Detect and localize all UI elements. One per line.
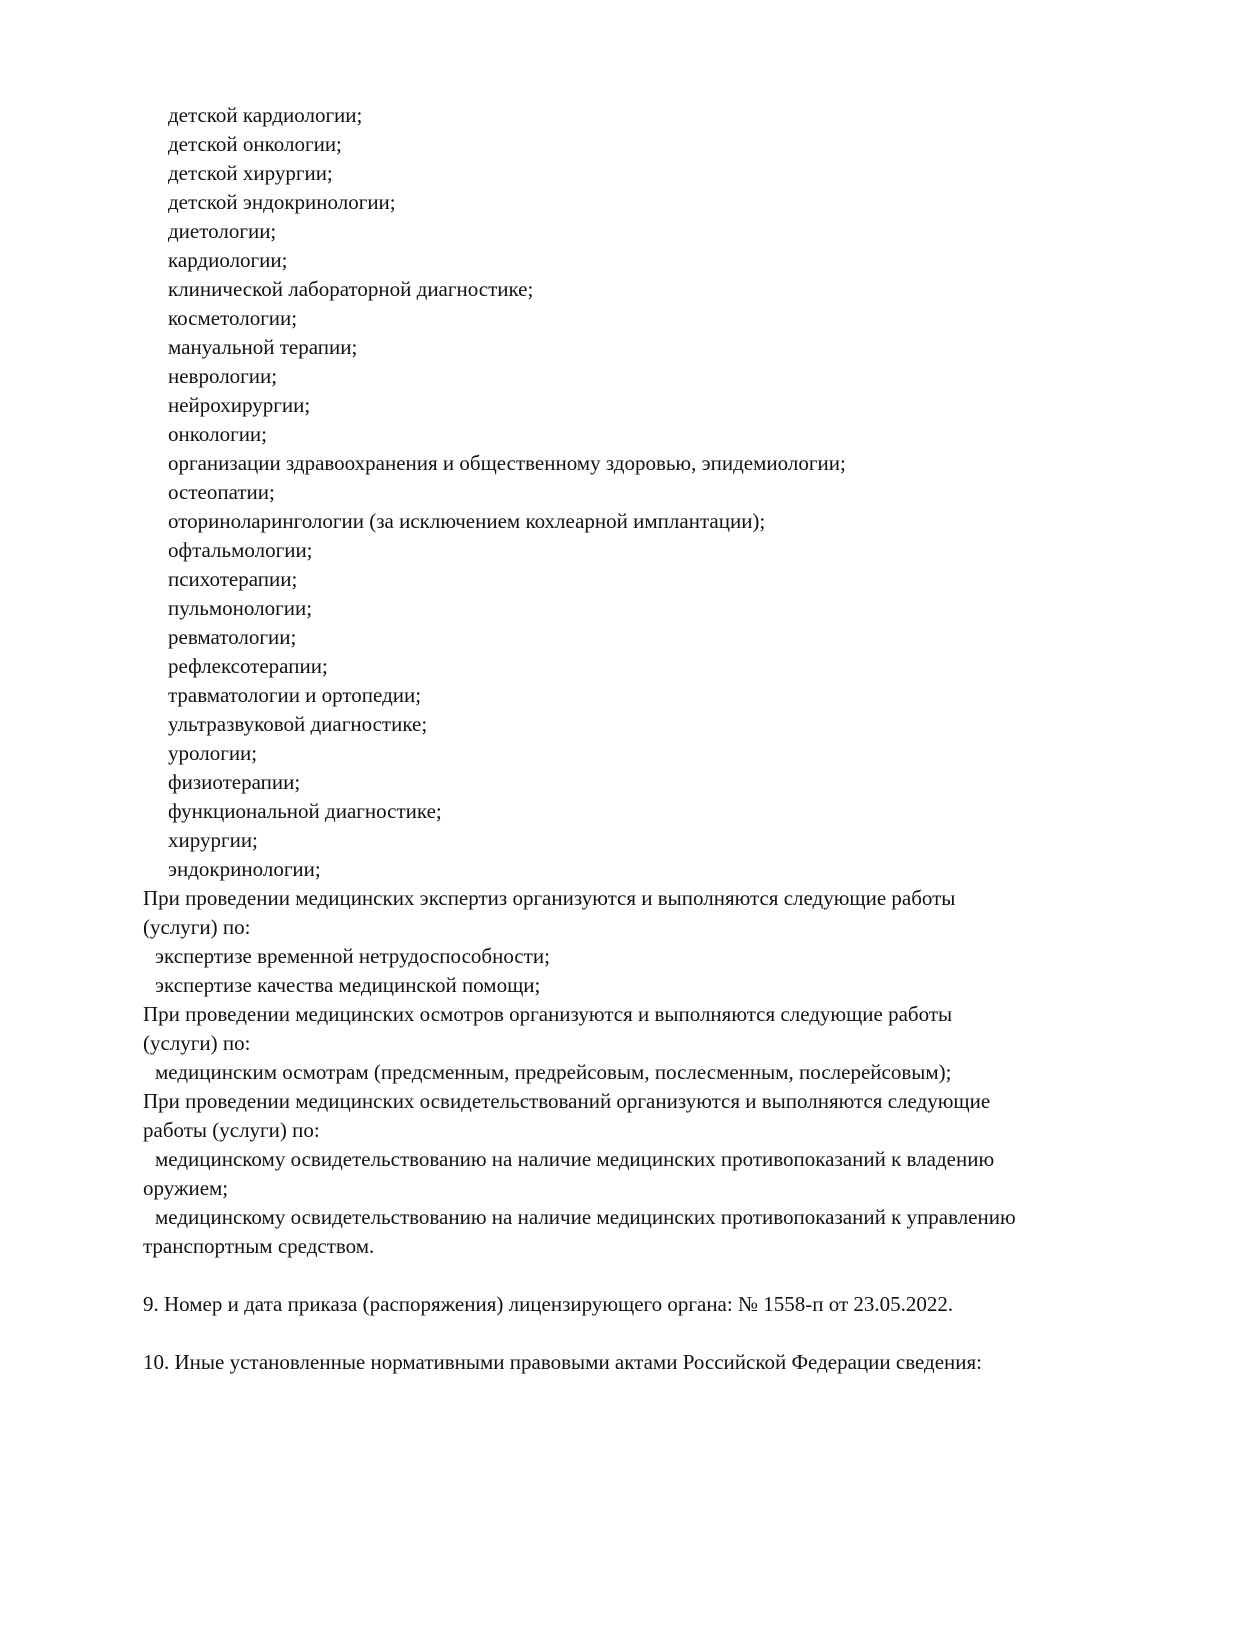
expertise-intro-cont: (услуги) по:: [143, 915, 251, 939]
list-item: хирургии;: [168, 828, 258, 852]
list-item: ультразвуковой диагностике;: [168, 712, 428, 736]
list-item: медицинскому освидетельствованию на наличие медицинских противопоказаний к управлению: [155, 1205, 1016, 1229]
list-item: медицинскому освидетельствованию на наличие медицинских противопоказаний к владению: [155, 1147, 995, 1171]
list-item: урологии;: [168, 741, 258, 765]
list-item: ревматологии;: [168, 625, 297, 649]
list-item: диетологии;: [168, 219, 277, 243]
examinations-intro-cont: (услуги) по:: [143, 1031, 251, 1055]
list-item-cont: транспортным средством.: [143, 1234, 375, 1258]
list-item: нейрохирургии;: [168, 393, 311, 417]
list-item: онкологии;: [168, 422, 268, 446]
section-10-other-info: 10. Иные установленные нормативными правовыми актами Российской Федерации сведения:: [143, 1350, 983, 1374]
list-item: организации здравоохранения и общественному здоровью, эпидемиологии;: [168, 451, 846, 475]
list-item: функциональной диагностике;: [168, 799, 442, 823]
section-9-order-number: 9. Номер и дата приказа (распоряжения) лицензирующего органа: № 1558-п от 23.05.2022.: [143, 1292, 954, 1316]
expertise-intro: При проведении медицинских экспертиз организуются и выполняются следующие работы: [143, 886, 956, 910]
list-item: мануальной терапии;: [168, 335, 358, 359]
list-item: оториноларингологии (за исключением кохлеарной имплантации);: [168, 509, 766, 533]
list-item: неврологии;: [168, 364, 278, 388]
list-item: эндокринологии;: [168, 857, 321, 881]
list-item: остеопатии;: [168, 480, 275, 504]
list-item: медицинским осмотрам (предсменным, предрейсовым, послесменным, послерейсовым);: [155, 1060, 952, 1084]
list-item: пульмонологии;: [168, 596, 313, 620]
certifications-intro-cont: работы (услуги) по:: [143, 1118, 320, 1142]
list-item: детской онкологии;: [168, 132, 342, 156]
list-item: экспертизе качества медицинской помощи;: [155, 973, 541, 997]
list-item: психотерапии;: [168, 567, 298, 591]
list-item: детской эндокринологии;: [168, 190, 396, 214]
list-item: физиотерапии;: [168, 770, 301, 794]
list-item: кардиологии;: [168, 248, 288, 272]
list-item-cont: оружием;: [143, 1176, 229, 1200]
list-item: травматологии и ортопедии;: [168, 683, 422, 707]
certifications-intro: При проведении медицинских освидетельствований организуются и выполняются следующие: [143, 1089, 991, 1113]
list-item: детской хирургии;: [168, 161, 333, 185]
list-item: рефлексотерапии;: [168, 654, 328, 678]
list-item: клинической лабораторной диагностике;: [168, 277, 534, 301]
list-item: косметологии;: [168, 306, 298, 330]
examinations-intro: При проведении медицинских осмотров организуются и выполняются следующие работы: [143, 1002, 953, 1026]
list-item: офтальмологии;: [168, 538, 313, 562]
list-item: экспертизе временной нетрудоспособности;: [155, 944, 550, 968]
list-item: детской кардиологии;: [168, 103, 363, 127]
